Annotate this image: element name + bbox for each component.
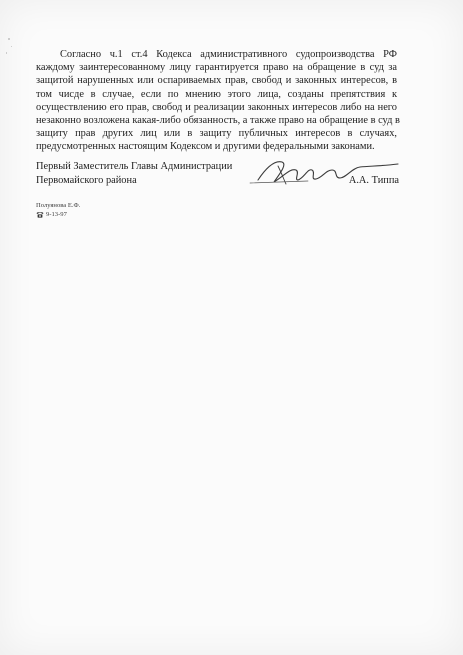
body-line: Согласно ч.1 ст.4 Кодекса административного судопроизводства РФ (60, 49, 397, 60)
body-line: каждому заинтересованному лицу гарантируется право на обращение в суд за (36, 62, 397, 74)
body-line: незаконно возложена какая-либо обязанность, а также право на обращение в суд в (36, 115, 400, 127)
signatory-district: Первомайского района (36, 175, 137, 186)
body-line: осуществлению его прав, свобод и реализации законных интересов либо на него (36, 101, 397, 113)
executor-phone-row (36, 210, 80, 219)
signatory-title: Первый Заместитель Главы Администрации (36, 161, 233, 172)
body-line: том чисде в случае, если по мнению этого лица, созданы препятствия к (36, 88, 397, 100)
scan-speck (11, 46, 12, 47)
executor-info (36, 201, 80, 219)
body-line: предусмотренных настоящим Кодексом и другими федеральными законами. (36, 141, 375, 153)
body-line: защиту прав других лиц или в защиту публичных интересов в случаях, (36, 128, 397, 140)
scan-speck (6, 52, 7, 54)
letter-body (36, 48, 400, 154)
body-line: защитой нарушенных или оспариваемых прав, свобод и законных интересов, в (36, 75, 397, 87)
signatory-name: А.А. Типпа (348, 175, 399, 186)
executor-name: Полуянова Е.Ф. (36, 202, 81, 209)
scan-speck (8, 38, 10, 40)
executor-phone: 9-13-97 (46, 211, 67, 218)
phone-icon (36, 211, 44, 218)
